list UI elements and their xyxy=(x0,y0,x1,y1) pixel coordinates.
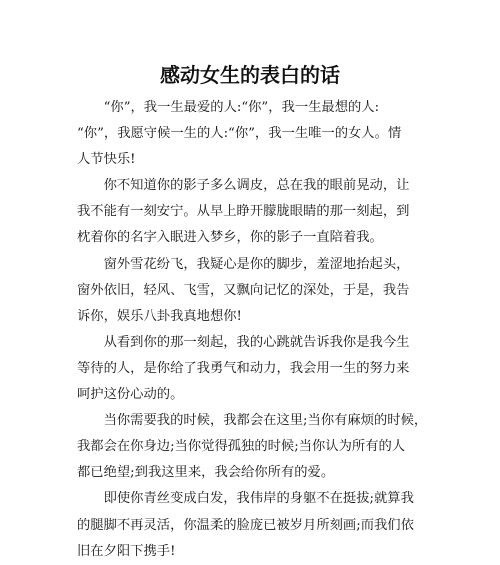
document-title: 感动女生的表白的话 xyxy=(160,63,340,87)
paragraph-line: 旧在夕阳下携手! xyxy=(77,543,176,559)
paragraph-line: 人节快乐! xyxy=(77,152,136,168)
paragraph-line: “你”，我一生最爱的人:“你”，我一生最想的人: xyxy=(103,100,380,115)
document-body xyxy=(77,95,457,565)
paragraph-5 xyxy=(77,408,457,486)
paragraph-line: 当你需要我的时候，我都会在这里;当你有麻烦的时候， xyxy=(103,413,428,429)
paragraph-6 xyxy=(77,486,457,564)
paragraph-line: 窗外雪花纷飞，我疑心是你的脚步，羞涩地抬起头， xyxy=(103,256,410,272)
paragraph-line: 诉你，娱乐八卦我真地想你! xyxy=(77,308,242,324)
paragraph-line: 枕着你的名字入眠进入梦乡，你的影子一直陪着我。 xyxy=(77,230,383,246)
paragraph-line: “你”，我愿守候一生的人:“你”，我一生唯一的女人。情 xyxy=(77,126,402,142)
paragraph-line: 等待的人，是你给了我勇气和动力，我会用一生的努力来 xyxy=(77,360,410,376)
paragraph-line: 即使你青丝变成白发，我伟岸的身躯不在挺拔;就算我 xyxy=(103,491,414,507)
paragraph-line: 呵护这份心动的。 xyxy=(77,387,184,403)
paragraph-line: 都已绝望;到我这里来，我会给你所有的爱。 xyxy=(77,465,335,481)
paragraph-line: 我不能有一刻安宁。从早上睁开朦胧眼睛的那一刻起，到 xyxy=(77,204,410,220)
paragraph-3 xyxy=(77,252,457,330)
paragraph-line: 的腿脚不再灵活，你温柔的脸庞已被岁月所刻画;而我们依 xyxy=(77,517,414,533)
paragraph-1 xyxy=(77,95,457,173)
paragraph-line: 你不知道你的影子多么调皮，总在我的眼前晃动，让 xyxy=(103,178,410,194)
paragraph-4 xyxy=(77,330,457,408)
paragraph-2 xyxy=(77,173,457,251)
paragraph-line: 从看到你的那一刻起，我的心跳就告诉我你是我今生 xyxy=(103,334,410,350)
paragraph-line: 窗外依旧，轻风、飞雪，又飘向记忆的深处，于是，我告 xyxy=(77,282,410,298)
paragraph-line: 我都会在你身边;当你觉得孤独的时候;当你认为所有的人 xyxy=(77,439,406,455)
